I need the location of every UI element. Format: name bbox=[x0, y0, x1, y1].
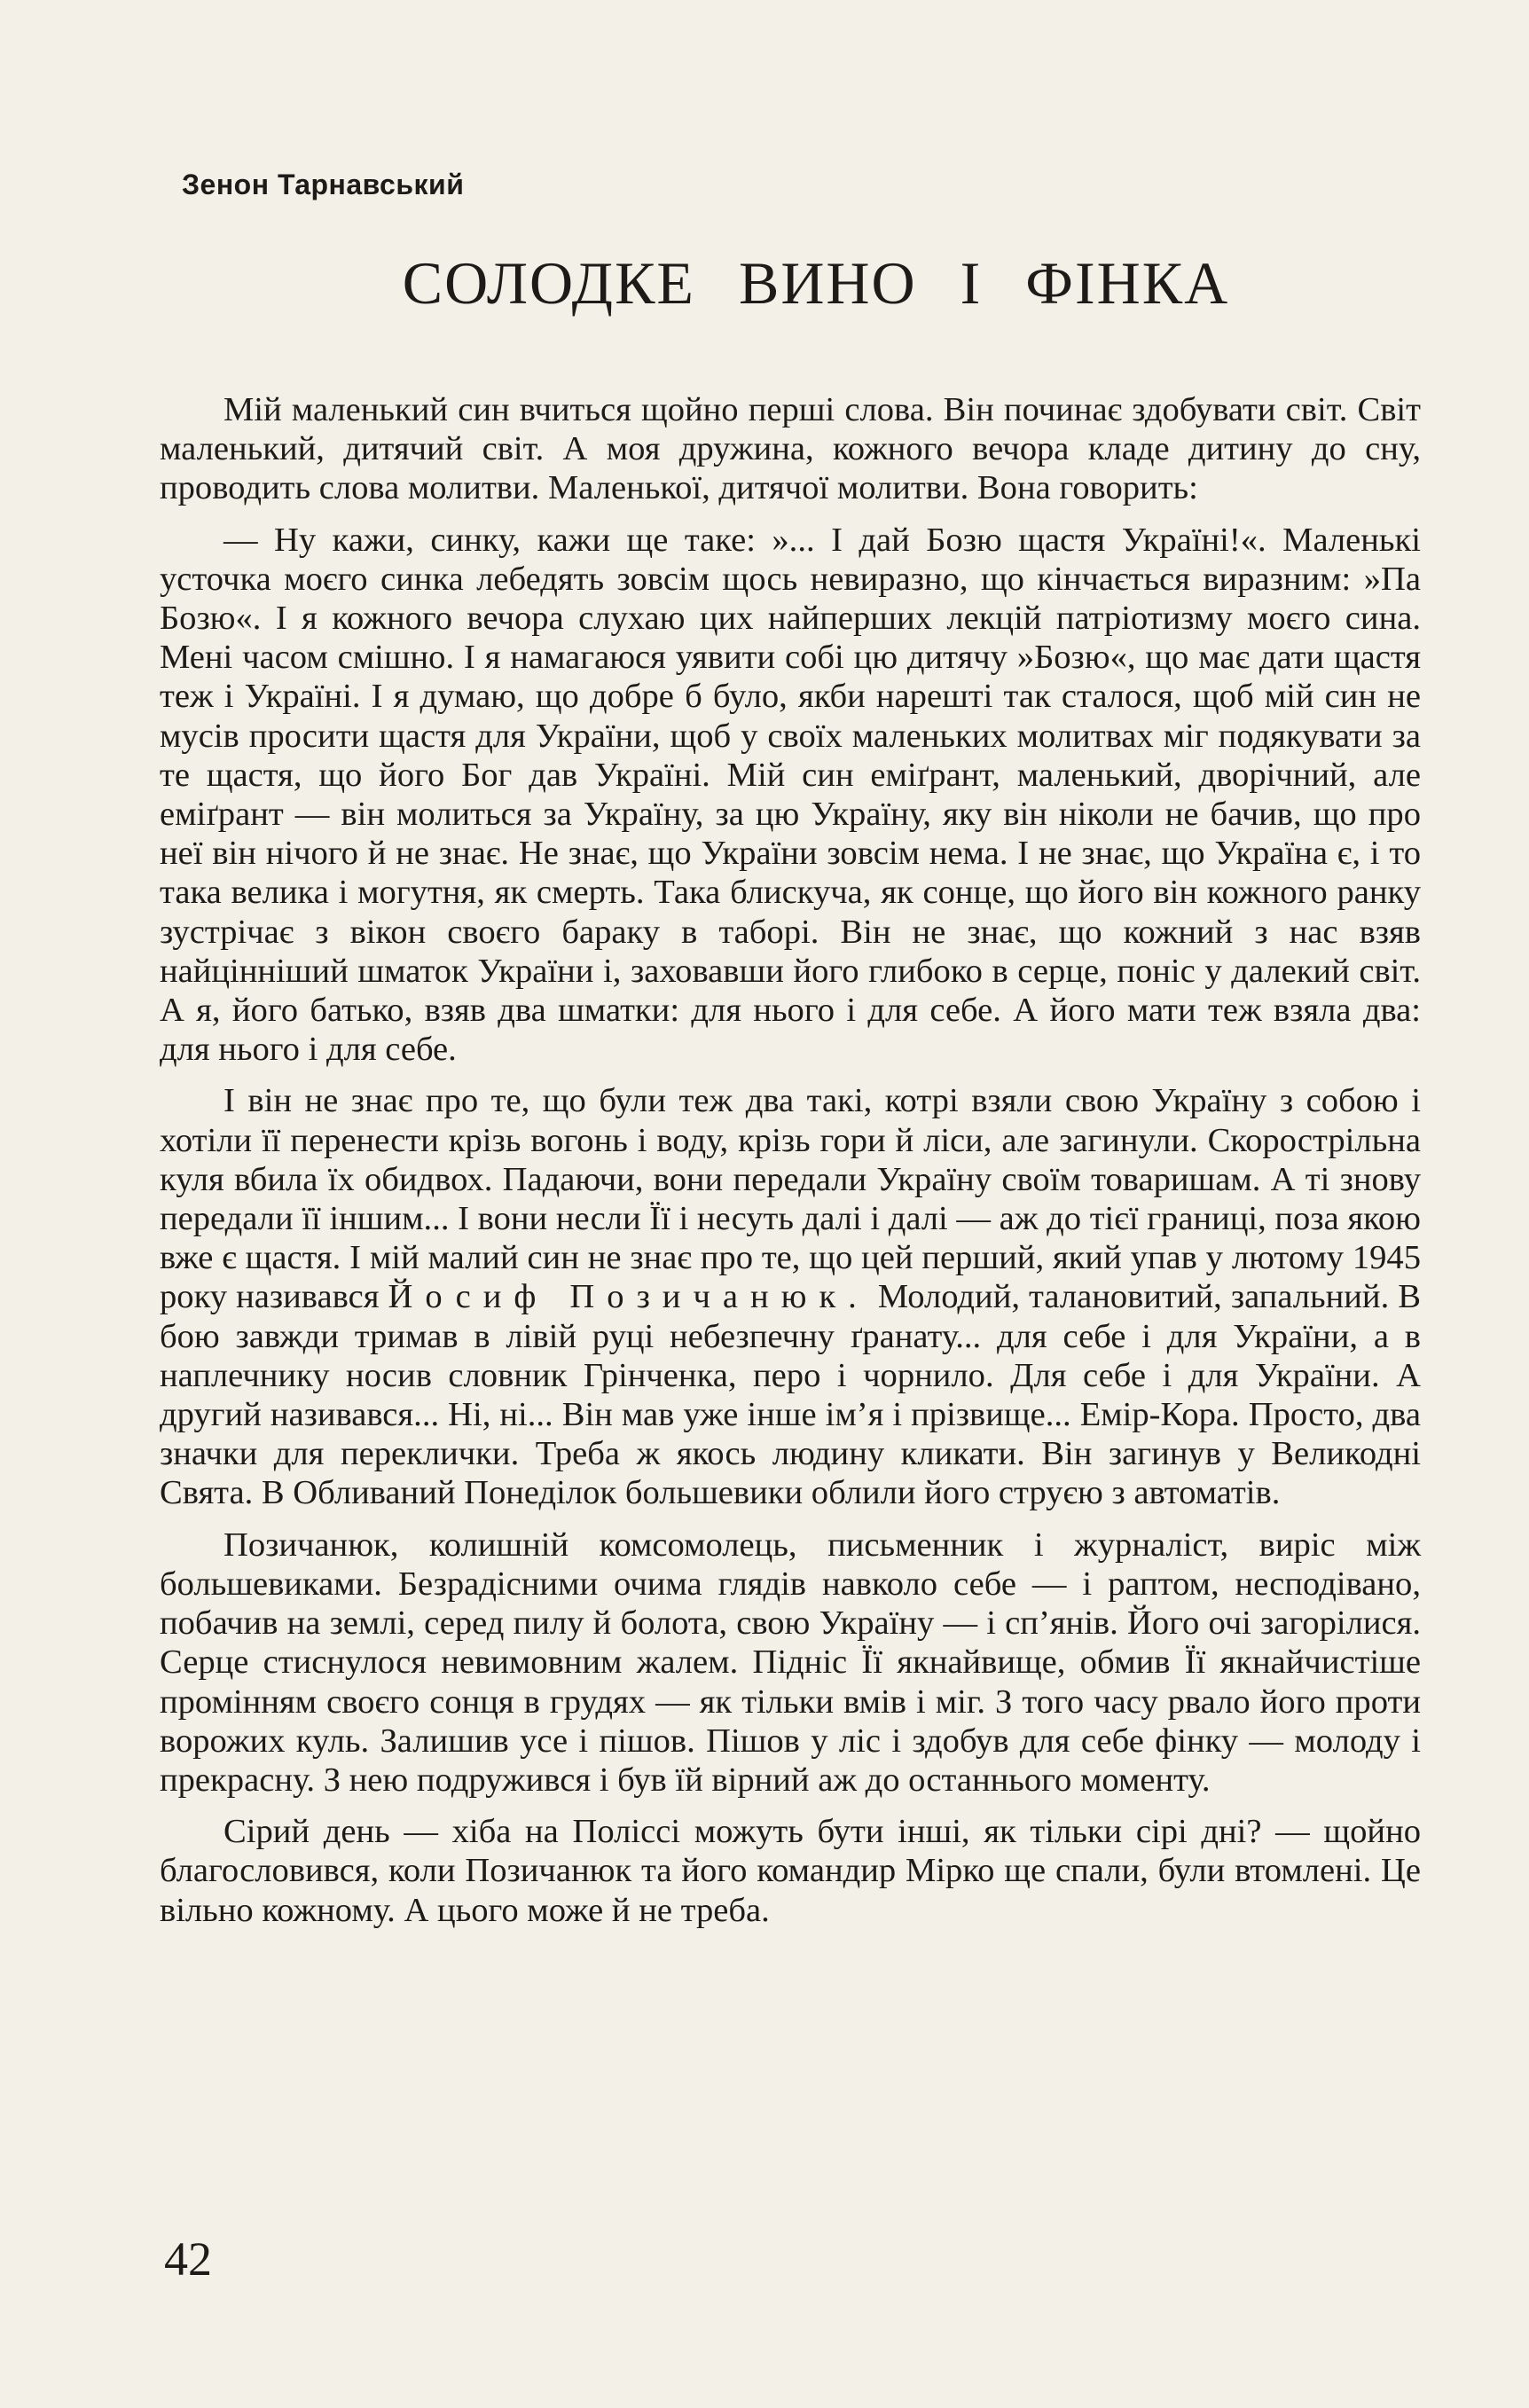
paragraph: — Ну кажи, синку, кажи ще таке: »... І дай Бозю щастя Україні!«. Маленькі усточка моєго синка лебедять зовсім щось невиразно, що кінчається виразним: »Па Бозю«. І я кожного вечора слухаю цих найперших лекцій патріотизму моєго сина. Мені часом смішно. І я намагаюся уявити собі цю дитячу »Бозю«, що має дати щастя теж і Україні. І я думаю, що добре б було, якби нарешті так сталося, щоб мій син не мусів просити щастя для України, щоб у своїх маленьких молитвах міг подякувати за те щастя, що його Бог дав Україні. Мій син еміґрант, маленький, дворічний, але еміґрант — він молиться за Україну, за цю Україну, яку він ніколи не бачив, що про неї він нічого й не знає. Не знає, що України зовсім нема. І не знає, що Україна є, і то така велика і могутня, як смерть. Така блискуча, як сонце, що його він кожного ранку зустрічає з вікон своєго бараку в таборі. Він не знає, що кожний з нас взяв найцінніший шматок України і, заховавши його глибоко в серце, поніс у далекий світ. А я, його батько, взяв два шматки: для нього і для себе. А його мати теж взяла два: для нього і для себе. bbox=[160, 521, 1421, 1069]
spaced-name: Йосиф Позичанюк. bbox=[388, 1278, 869, 1316]
paragraph-text: Молодий, талановитий, запальний. В бою завжди тримав в лівій руці небезпечну ґранату... для себе і для України, а в наплечнику носив словник Грінченка, перо і чорнило. Для себе і для України. А другий називався... Ні, ні... Він мав уже інше ім’я і прізвище... Емір-Кора. Просто, два значки для переклички. Треба ж якось людину кликати. Він загинув у Великодні Свята. В Обливаний Понеділок большевики облили його струєю з автоматів. bbox=[160, 1278, 1421, 1512]
page-title: СОЛОДКЕ ВИНО І ФІНКА bbox=[402, 249, 1230, 317]
page-number: 42 bbox=[164, 2232, 212, 2286]
author-name: Зенон Тарнавський bbox=[182, 169, 465, 200]
paragraph bbox=[160, 1081, 1421, 1512]
paragraph: Позичанюк, колишній комсомолець, письменник і журналіст, виріс між большевиками. Безрадісними очима глядів навколо себе — і раптом, несподівано, побачив на землі, серед пилу й болота, свою Україну — і сп’янів. Його очі загорілися. Серце стиснулося невимовним жалем. Підніс Її якнайвище, обмив Її якнайчистіше промінням своєго сонця в грудях — як тільки вмів і міг. З того часу рвало його проти ворожих куль. Залишив усе і пішов. Пішов у ліс і здобув для себе фінку — молоду і прекрасну. З нею подружився і був їй вірний аж до останнього моменту. bbox=[160, 1526, 1421, 1799]
paragraph: Мій маленький син вчиться щойно перші слова. Він починає здобувати світ. Світ маленький, дитячий світ. А моя дружина, кожного вечора кладе дитину до сну, проводить слова молитви. Маленької, дитячої молитви. Вона говорить: bbox=[160, 391, 1421, 507]
paragraph: Сірий день — хіба на Поліссі можуть бути інші, як тільки сірі дні? — щойно благословився, коли Позичанюк та його командир Мірко ще спали, були втомлені. Це вільно кожному. А цього може й не треба. bbox=[160, 1813, 1421, 1929]
article-body bbox=[160, 390, 1421, 1930]
paragraph-text: І він не знає про те, що були теж два такі, котрі взяли свою Україну з собою і хотіли її перенести крізь вогонь і воду, крізь гори й ліси, але загинули. Скорострільна куля вбила їх обидвох. Падаючи, вони передали Україну своїм товаришам. А ті знову передали її іншим... І вони несли Її і несуть далі і далі — аж до тієї границі, поза якою вже є щастя. І мій малий син не знає про те, що цей перший, який упав у лютому 1945 року називався bbox=[160, 1082, 1421, 1316]
